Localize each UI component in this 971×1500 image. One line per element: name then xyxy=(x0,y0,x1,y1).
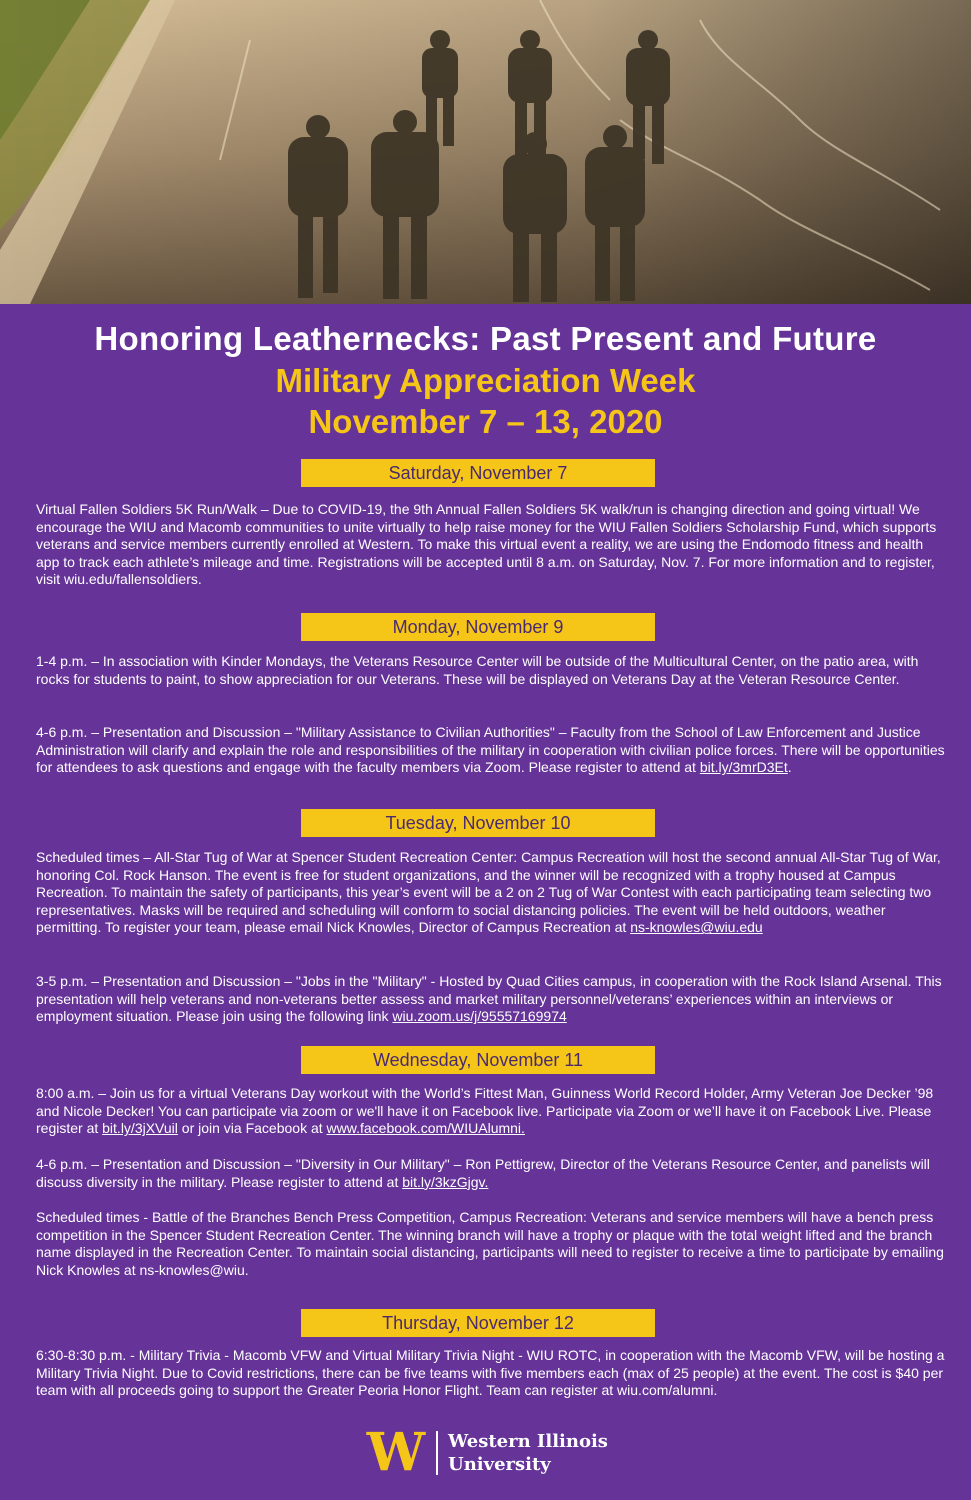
event-dates: November 7 – 13, 2020 xyxy=(308,403,663,440)
registration-link[interactable]: bit.ly/3kzGjgv. xyxy=(402,1173,489,1190)
event-text: 8:00 a.m. – Join us for a virtual Veterans Day workout with the World’s Fittest Man, Guinness World Record Holder, Army Veteran Joe Decker ’98 and Nicole Decker! You can participate via zoom or we'll have it on Facebook live. Participate via Zoom or we’ll have it on Facebook Live. Please register at xyxy=(36,1085,934,1137)
event-description xyxy=(36,1209,948,1279)
day-header-thursday: Thursday, November 12 xyxy=(301,1309,655,1337)
event-text-tail: . xyxy=(787,759,792,776)
event-description xyxy=(36,849,948,937)
event-description xyxy=(36,973,948,1026)
event-description xyxy=(36,1085,948,1138)
logo-line-1: Western Illinois xyxy=(448,1431,608,1452)
registration-link[interactable]: bit.ly/3mrD3Et xyxy=(699,759,788,776)
email-link[interactable]: ns-knowles@wiu.edu xyxy=(630,919,763,936)
event-text: Scheduled times - Battle of the Branches Bench Press Competition, Campus Recreation: Veterans and service members will have a bench press competition in the Spencer Student Recreation Center. The winning branch will have a trophy or plaque with the total weight lifted and the branch name displayed in the Recreation Center. To maintain social distancing, participants will need to register to receive a time to participate by emailing Nick Knowles at ns-knowles@wiu. xyxy=(36,1209,944,1278)
hero-photo xyxy=(0,0,971,304)
wiu-w-mark: W xyxy=(366,1422,422,1483)
event-description xyxy=(36,501,948,589)
registration-link[interactable]: bit.ly/3jXVuil xyxy=(102,1120,178,1137)
day-header-wednesday: Wednesday, November 11 xyxy=(301,1046,655,1074)
header xyxy=(0,318,971,442)
soldiers-marching-illustration xyxy=(0,0,971,304)
day-header-monday: Monday, November 9 xyxy=(301,613,655,641)
wiu-logo xyxy=(360,1422,620,1483)
event-text-middle: or join via Facebook at xyxy=(177,1120,327,1137)
event-text: 4-6 p.m. – Presentation and Discussion – "Diversity in Our Military" – Ron Pettigrew, Director of the Veterans Resource Center, and panelists will discuss diversity in the military. Please register to attend at xyxy=(36,1156,930,1190)
event-text: 1-4 p.m. – In association with Kinder Mondays, the Veterans Resource Center will be outside of the Multicultural Center, on the patio area, with rocks for students to paint, to show appreciation for our Veterans. These will be displayed on Veterans Day at the Veteran Resource Center. xyxy=(36,653,919,687)
event-text: Scheduled times – All-Star Tug of War at Spencer Student Recreation Center: Campus Recreation will host the second annual All-Star Tug of War, honoring Col. Rock Hanson. The event is free for student organizations, and the winner will be recognized with a trophy housed at Campus Recreation. To maintain the safety of participants, this year’s event will be a 2 on 2 Tug of War Contest with each participating team selecting two representatives. Masks will be required and scheduling will conform to social distancing policies. The event will be held outdoors, weather permitting. To register your team, please email Nick Knowles, Director of Campus Recreation at xyxy=(36,849,941,936)
facebook-link[interactable]: www.facebook.com/WIUAlumni. xyxy=(326,1120,525,1137)
logo-wordmark xyxy=(448,1430,608,1476)
event-text: Virtual Fallen Soldiers 5K Run/Walk – Due to COVID-19, the 9th Annual Fallen Soldiers 5K walk/run is changing direction and going virtual! We encourage the WIU and Macomb communities to unite virtually to help raise money for the WIU Fallen Soldiers Scholarship Fund, which supports veterans and service members currently enrolled at Western. To make this virtual event a reality, we are using the Endomodo fitness and health app to track each athlete’s mileage and time. Registrations will be accepted until 8 a.m. on Saturday, Nov. 7. For more information and to register, visit wiu.edu/fallensoldiers. xyxy=(36,501,937,588)
event-description xyxy=(36,653,948,688)
event-description xyxy=(36,1156,948,1191)
zoom-link[interactable]: wiu.zoom.us/j/95557169974 xyxy=(392,1008,567,1025)
event-description xyxy=(36,724,948,777)
event-text: 6:30-8:30 p.m. - Military Trivia - Macomb VFW and Virtual Military Trivia Night - WIU ROTC, in cooperation with the Macomb VFW, will be hosting a Military Trivia Night. Due to Covid restrictions, there can be five teams with five members each (max of 25 people) at the event. The cost is $40 per team with all proceeds going to support the Greater Peoria Honor Flight. Team can register at wiu.com/alumni. xyxy=(36,1347,945,1399)
day-header-tuesday: Tuesday, November 10 xyxy=(301,809,655,837)
page-subtitle: Military Appreciation Week xyxy=(275,362,696,399)
logo-line-2: University xyxy=(448,1454,551,1475)
event-description xyxy=(36,1347,948,1400)
logo-divider xyxy=(436,1431,438,1475)
event-text: 4-6 p.m. – Presentation and Discussion – "Military Assistance to Civilian Authorities" – Faculty from the School of Law Enforcement and Justice Administration will clarify and explain the role and responsibilities of the military in cooperation with civilian police forces. There will be opportunities for attendees to ask questions and engage with the faculty members via Zoom. Please register to attend at xyxy=(36,724,945,776)
page-title: Honoring Leathernecks: Past Present and Future xyxy=(94,320,877,357)
day-header-saturday: Saturday, November 7 xyxy=(301,459,655,487)
event-text: 3-5 p.m. – Presentation and Discussion – "Jobs in the "Military" - Hosted by Quad Cities campus, in cooperation with the Rock Island Arsenal. This presentation will help veterans and non-veterans better assess and market military personnel/veterans’ experiences within an interviews or employment situation. Please join using the following link xyxy=(36,973,942,1025)
